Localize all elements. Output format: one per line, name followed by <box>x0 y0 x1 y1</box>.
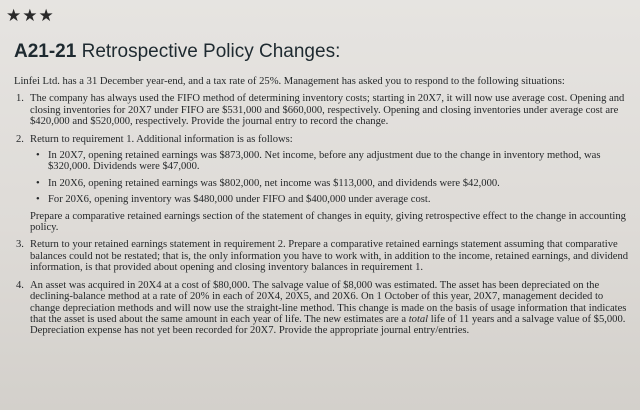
bullet-icon: • <box>36 150 40 162</box>
problem-title <box>14 41 340 63</box>
problem-body <box>14 76 630 343</box>
additional-info-list <box>30 150 630 206</box>
problem-heading: Retrospective Policy Changes: <box>81 41 341 62</box>
list-item <box>36 150 630 173</box>
requirement-1 <box>14 93 630 127</box>
requirement-instruction: Prepare a comparative retained earnings section of the statement of changes in equity, giving retrospective effect to the change in accounting policy. <box>30 210 626 234</box>
list-item <box>36 194 630 206</box>
rating-stars: ★★★ <box>6 6 55 26</box>
list-item-text: In 20X6, opening retained earnings was $802,000, net income was $113,000, and dividends were $42,000. <box>48 177 500 189</box>
requirement-text: The company has always used the FIFO method of determining inventory costs; starting in 20X7, it will now use average cost. Opening and closing inventories for 20X7 under FIFO are $531,000 and $660,000, respectively. Opening and closing inventories under average cost are $420,000 and $520,000, respectively. Provide the journal entry to record the change. <box>30 93 625 128</box>
requirement-text: An asset was acquired in 20X4 at a cost of $80,000. The salvage value of $8,000 was estimated. The asset has been depreciated on the declining-balance method at a rate of 20% in each of 20X4, 20X5, and 20X6. On 1 October of this year, 20X7, management decided to change depreciation methods and will now use the straight-line method. This change is made on the basis of usage information that indicates that the asset is used about the same amount in each year of life. The new estimates are a total life of 11 years and a salvage value of $5,000. Depreciation expense has not yet been recorded for 20X7. Provide the appropriate journal entry/entries. <box>30 279 627 337</box>
list-item-text: For 20X6, opening inventory was $480,000 under FIFO and $400,000 under average cost. <box>48 194 431 206</box>
intro-paragraph: Linfei Ltd. has a 31 December year-end, and a tax rate of 25%. Management has asked you to respond to the following situations: <box>14 76 565 87</box>
requirement-text: Return to your retained earnings statement in requirement 2. Prepare a comparative retained earnings statement assuming that comparative balances could not be restated; that is, the only information you have to work with, in addition to the income, retained earnings, and dividend information, is that provided about opening and closing inventory balances in requirement 1. <box>30 239 629 274</box>
requirement-number: 4. <box>16 279 24 291</box>
list-item-text: In 20X7, opening retained earnings was $873,000. Net income, before any adjustment due to the change in inventory method, was $320,000. Dividends were $47,000. <box>48 150 601 173</box>
requirement-3 <box>14 239 630 273</box>
requirement-4 <box>14 280 630 337</box>
requirement-number: 2. <box>16 133 24 145</box>
requirement-number: 3. <box>16 239 24 251</box>
requirement-number: 1. <box>16 93 24 105</box>
list-item <box>36 177 630 189</box>
bullet-icon: • <box>36 177 40 189</box>
problem-code: A21-21 <box>14 41 77 62</box>
requirement-text: Return to requirement 1. Additional information is as follows: <box>30 133 293 145</box>
requirement-2 <box>14 134 630 234</box>
bullet-icon: • <box>36 194 40 206</box>
emphasis-total: total <box>408 313 429 325</box>
